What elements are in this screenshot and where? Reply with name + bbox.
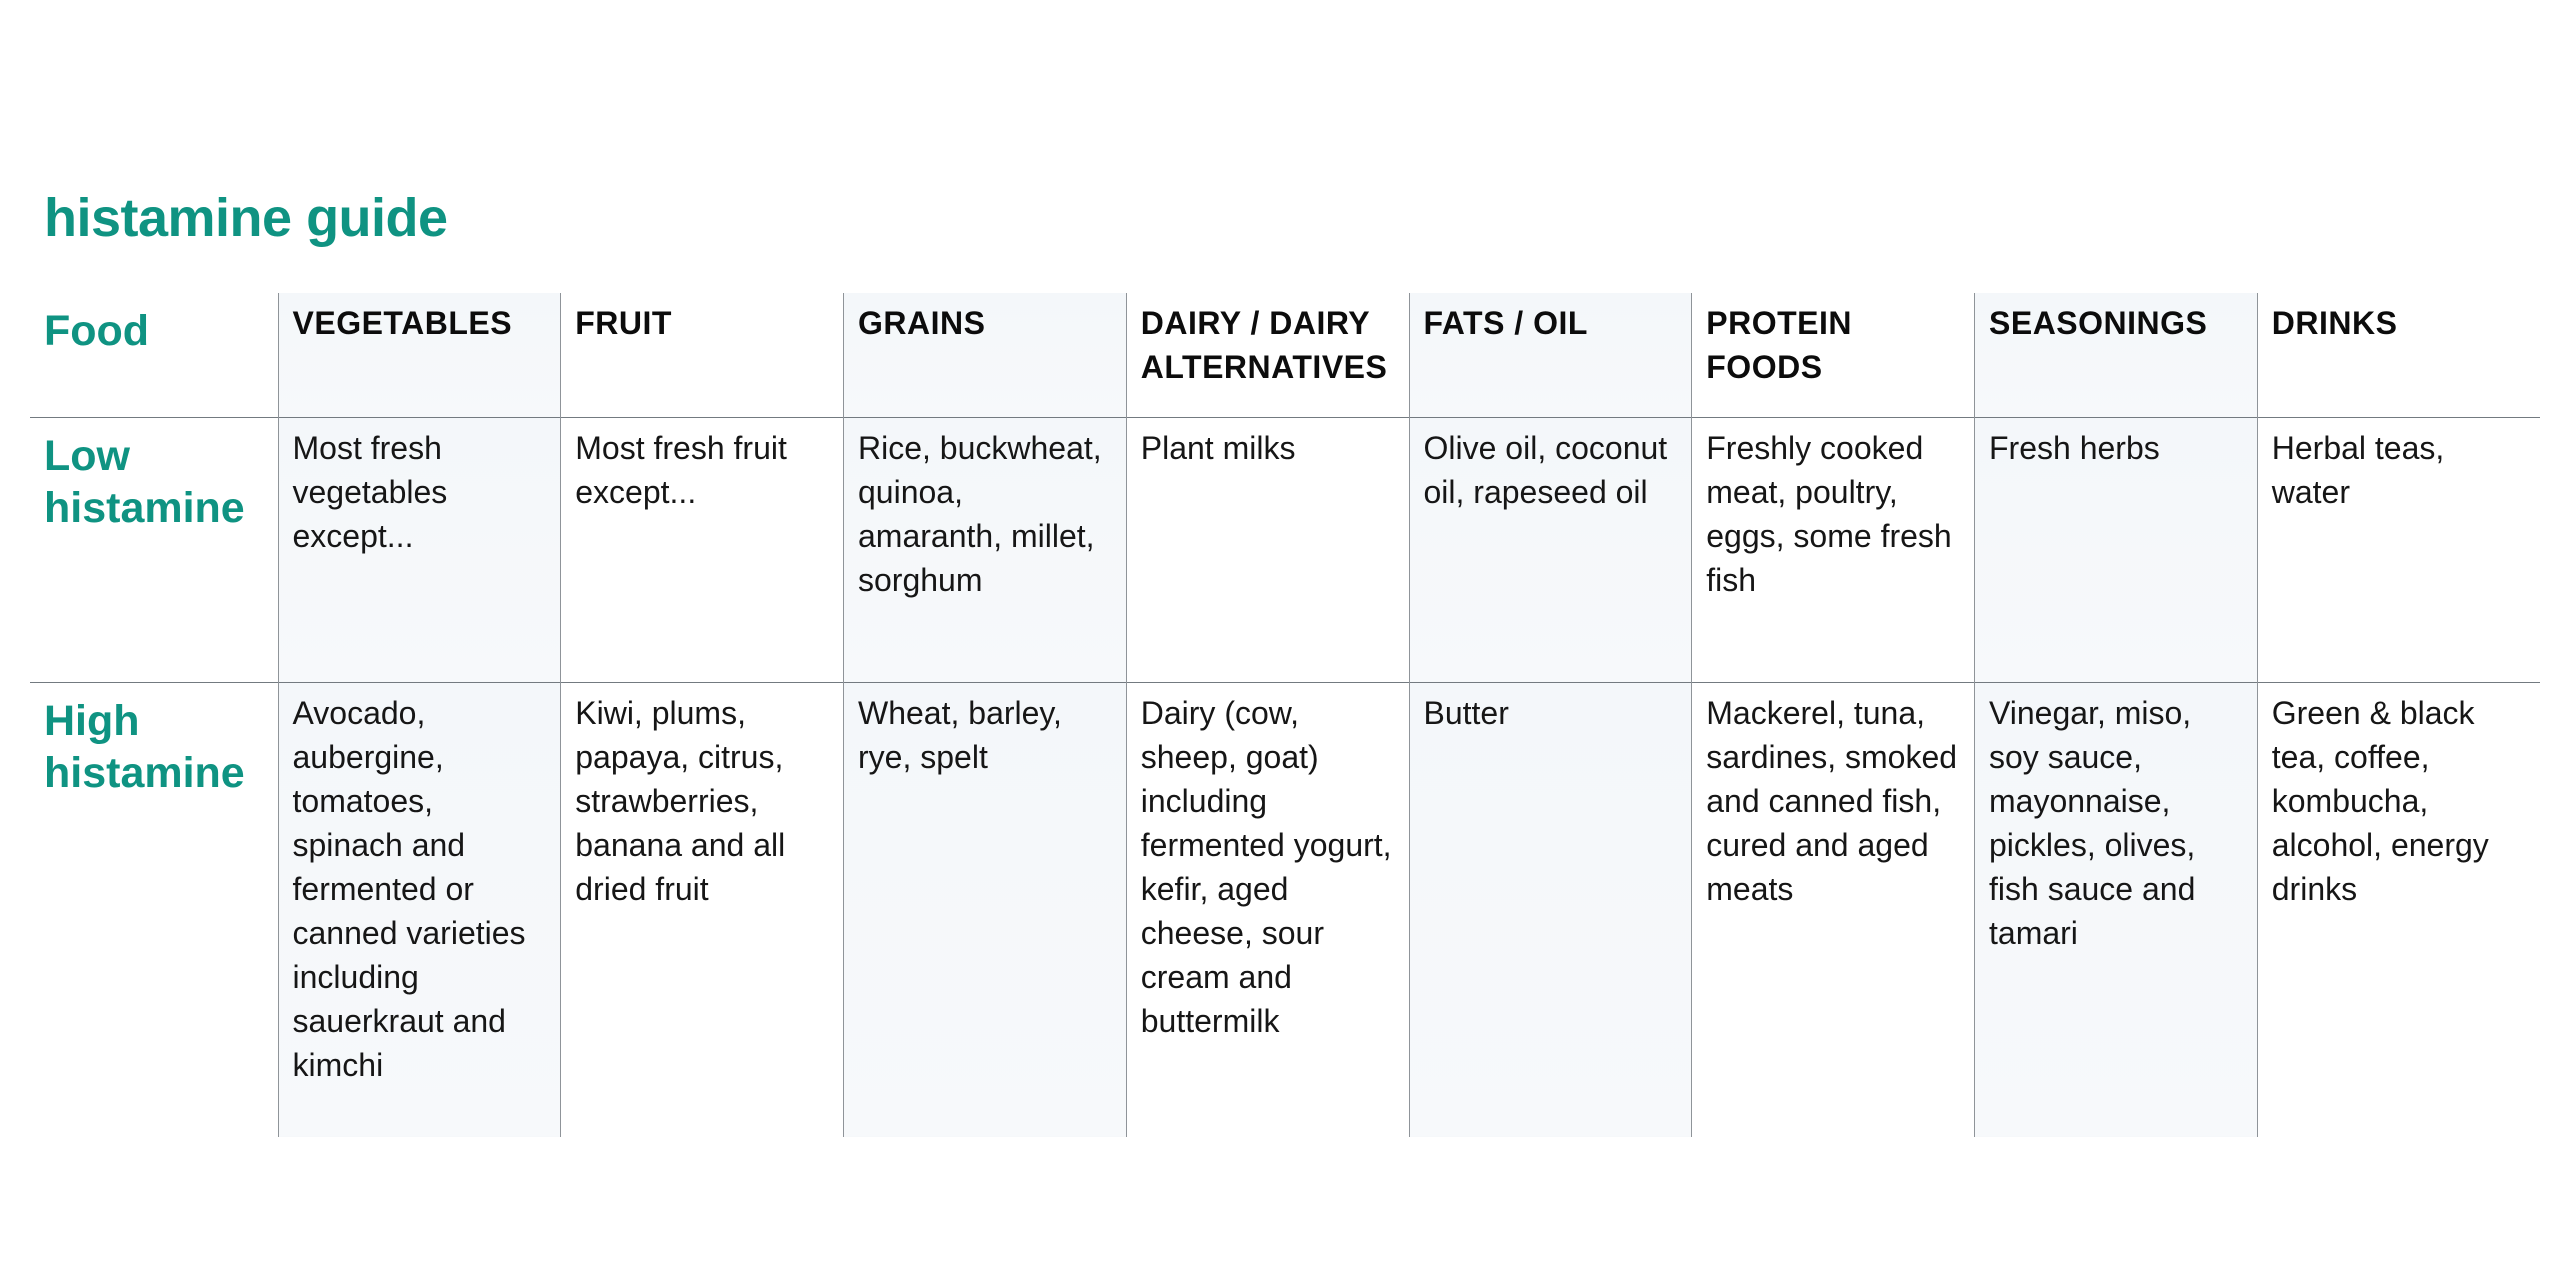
column-header-vegetables: VEGETABLES [278, 293, 561, 417]
high-seasonings-cell: Vinegar, miso, soy sauce, mayonnaise, pickles, olives, fish sauce and tamari [1975, 682, 2258, 1137]
low-grains-cell: Rice, buckwheat, quinoa, amaranth, millet, sorghum [844, 417, 1127, 682]
low-protein-cell: Freshly cooked meat, poultry, eggs, some fresh fish [1692, 417, 1975, 682]
column-header-drinks: DRINKS [2257, 293, 2540, 417]
high-drinks-cell: Green & black tea, coffee, kombucha, alcohol, energy drinks [2257, 682, 2540, 1137]
high-grains-cell: Wheat, barley, rye, spelt [844, 682, 1127, 1137]
page-title: histamine guide [44, 188, 448, 248]
row-label-high-histamine: High histamine [30, 682, 278, 1137]
high-protein-cell: Mackerel, tuna, sardines, smoked and canned fish, cured and aged meats [1692, 682, 1975, 1137]
low-fruit-cell: Most fresh fruit except... [561, 417, 844, 682]
column-header-dairy: DAIRY / DAIRY ALTERNATIVES [1126, 293, 1409, 417]
column-header-grains: GRAINS [844, 293, 1127, 417]
high-vegetables-cell: Avocado, aubergine, tomatoes, spinach and fermented or canned varieties including sauerkraut and kimchi [278, 682, 561, 1137]
table-row-high-histamine [30, 682, 2540, 1137]
low-fats-oil-cell: Olive oil, coconut oil, rapeseed oil [1409, 417, 1692, 682]
table-header-row [30, 293, 2540, 417]
table-row-low-histamine [30, 417, 2540, 682]
high-fats-oil-cell: Butter [1409, 682, 1692, 1137]
header-label-food: Food [44, 307, 150, 355]
low-vegetables-cell: Most fresh vegetables except... [278, 417, 561, 682]
column-header-fruit: FRUIT [561, 293, 844, 417]
column-header-fats-oil: FATS / OIL [1409, 293, 1692, 417]
high-dairy-cell: Dairy (cow, sheep, goat) including fermented yogurt, kefir, aged cheese, sour cream and buttermilk [1126, 682, 1409, 1137]
low-seasonings-cell: Fresh herbs [1975, 417, 2258, 682]
column-header-protein-foods: PROTEIN FOODS [1692, 293, 1975, 417]
high-fruit-cell: Kiwi, plums, papaya, citrus, strawberries, banana and all dried fruit [561, 682, 844, 1137]
row-label-low-histamine: Low histamine [30, 417, 278, 682]
low-dairy-cell: Plant milks [1126, 417, 1409, 682]
column-header-seasonings: SEASONINGS [1975, 293, 2258, 417]
histamine-table [30, 293, 2540, 1137]
low-drinks-cell: Herbal teas, water [2257, 417, 2540, 682]
